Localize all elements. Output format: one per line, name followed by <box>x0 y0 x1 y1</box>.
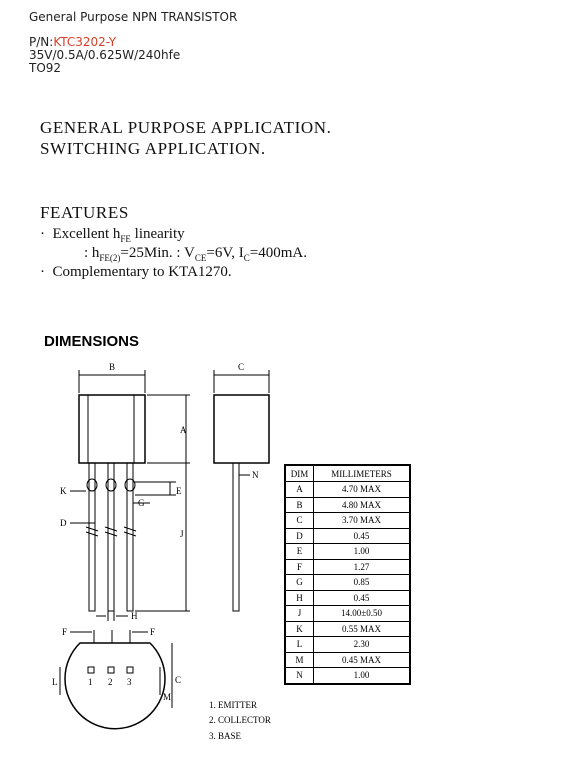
doc-title: General Purpose NPN TRANSISTOR <box>29 10 238 24</box>
table-row <box>285 544 410 560</box>
dim-value: 2.30 <box>314 637 411 653</box>
package-line: TO92 <box>29 61 62 75</box>
table-row <box>285 482 410 498</box>
dim-value: 0.45 <box>314 528 411 544</box>
lead-3 <box>127 463 133 611</box>
bullet-icon: · <box>40 264 45 280</box>
application-2: SWITCHING APPLICATION. <box>40 139 266 158</box>
header-dim: DIM <box>285 465 314 482</box>
label-m: M <box>163 692 172 702</box>
label-pin-3: 3 <box>127 677 132 687</box>
pin-pad-3 <box>127 667 133 673</box>
dim-code: B <box>285 497 314 513</box>
table-row <box>285 575 410 591</box>
spec-line: 35V/0.5A/0.625W/240hfe <box>29 48 181 62</box>
dim-code: C <box>285 513 314 529</box>
label-f-left: F <box>62 627 68 637</box>
dim-code: D <box>285 528 314 544</box>
dim-code: M <box>285 652 314 668</box>
part-number-value: KTC3202-Y <box>53 35 117 49</box>
feature-condition: : $h_{FE(2)}=25Min$. : $V_{CE}=6V$, $I_C=400mA$. <box>84 245 307 263</box>
dimensions-table <box>284 464 411 685</box>
label-h: H <box>131 611 138 621</box>
label-e: E <box>176 486 182 496</box>
dim-value: 4.70 MAX <box>314 482 411 498</box>
label-a: A <box>180 425 187 435</box>
label-g: G <box>138 498 145 508</box>
table-row <box>285 652 410 668</box>
label-j: J <box>180 529 184 539</box>
dim-code: L <box>285 637 314 653</box>
bottom-view-body <box>65 643 165 729</box>
lead-1 <box>89 463 95 611</box>
table-row <box>285 559 410 575</box>
application-1: GENERAL PURPOSE APPLICATION. <box>40 118 332 137</box>
dimensions-title: DIMENSIONS <box>44 333 140 350</box>
front-body <box>79 395 145 463</box>
label-d: D <box>60 518 67 528</box>
label-pin-1: 1 <box>88 677 93 687</box>
label-f-right: F <box>150 627 156 637</box>
features-title: FEATURES <box>40 203 129 222</box>
table-row <box>285 590 410 606</box>
table-row <box>285 528 410 544</box>
table-row <box>285 513 410 529</box>
dim-value: 1.27 <box>314 559 411 575</box>
dim-value: 3.70 MAX <box>314 513 411 529</box>
bullet-icon: · <box>40 226 45 242</box>
pin-legend-2: 2. COLLECTOR <box>209 715 271 725</box>
label-k: K <box>60 486 67 496</box>
feature-item-2: · Complementary to KTA1270. <box>40 264 232 280</box>
table-row <box>285 621 410 637</box>
table-row <box>285 668 410 684</box>
table-row <box>285 637 410 653</box>
label-l: L <box>52 677 58 687</box>
dim-value: 1.00 <box>314 544 411 560</box>
pin-legend-1: 1. EMITTER <box>209 700 257 710</box>
dim-code: G <box>285 575 314 591</box>
label-b: B <box>109 362 116 372</box>
dim-code: F <box>285 559 314 575</box>
table-header-row <box>285 465 410 482</box>
dim-value: 0.45 MAX <box>314 652 411 668</box>
side-lead <box>233 463 239 611</box>
table-body <box>285 482 410 684</box>
dim-code: J <box>285 606 314 622</box>
dim-code: N <box>285 668 314 684</box>
dim-value: 0.85 <box>314 575 411 591</box>
dim-code: K <box>285 621 314 637</box>
label-c: C <box>238 362 245 372</box>
dim-value: 14.00±0.50 <box>314 606 411 622</box>
lead-2 <box>108 463 114 611</box>
part-number-label: P/N: <box>29 35 54 49</box>
dim-code: A <box>285 482 314 498</box>
pin-legend-3: 3. BASE <box>209 731 242 741</box>
table-row <box>285 497 410 513</box>
dim-value: 0.55 MAX <box>314 621 411 637</box>
dim-code: H <box>285 590 314 606</box>
dim-value: 1.00 <box>314 668 411 684</box>
label-n: N <box>252 470 259 480</box>
dim-value: 4.80 MAX <box>314 497 411 513</box>
table-row <box>285 606 410 622</box>
dim-code: E <box>285 544 314 560</box>
header-millimeters: MILLIMETERS <box>314 465 411 482</box>
pin-pad-2 <box>108 667 114 673</box>
label-pin-2: 2 <box>108 677 113 687</box>
dim-value: 0.45 <box>314 590 411 606</box>
side-body <box>214 395 269 463</box>
pin-pad-1 <box>88 667 94 673</box>
label-c-bottom: C <box>175 675 182 685</box>
feature-item-1: · Excellent $h_{FE}$ linearity <box>40 226 185 244</box>
